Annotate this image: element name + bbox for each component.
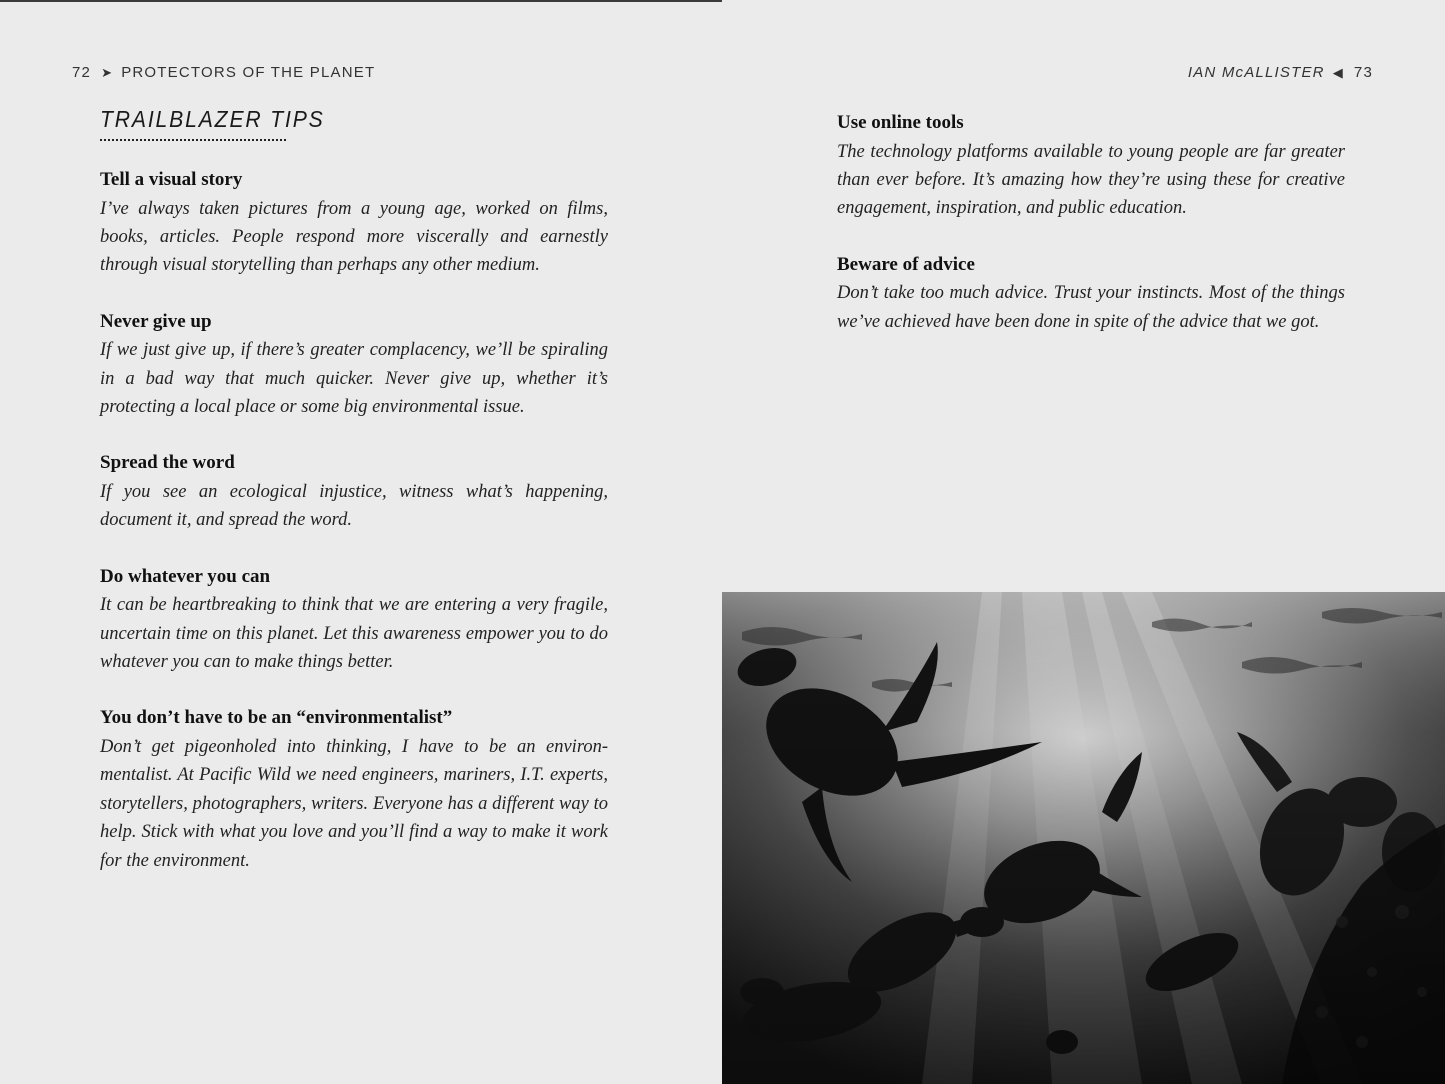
tip-heading: You don’t have to be an “environmentalist” <box>100 707 453 729</box>
left-page-number: 72 <box>72 64 92 81</box>
tip-visual-story <box>100 166 608 280</box>
tip-beware-of-advice <box>837 251 1345 336</box>
dotted-underline <box>100 139 286 141</box>
section-title: TRAILBLAZER TIPS <box>100 106 325 132</box>
tip-never-give-up <box>100 308 608 422</box>
tip-environmentalist <box>100 704 608 875</box>
tip-body: The technology platforms available to young people are far greater than ever before. It’s amazing how they’re using these for creative engagement, inspiration, and public education. <box>837 141 1345 219</box>
right-page <box>722 0 1445 1084</box>
tip-body: If we just give up, if there’s greater complacency, we’ll be spiraling in a bad way that much quicker. Never give up, whether it’s protecting a local place or some big environmental issue. <box>100 340 608 418</box>
tip-body: Don’t get pigeonholed into thinking, I have to be an environ-mentalist. At Pacific Wild we need engineers, mariners, I.T. experts, storytellers, photographers, writers. Everyone has a different way to help. Stick with what you love and you’ll find a way to make it work for the environment. <box>100 736 608 871</box>
tip-online-tools <box>837 109 1345 223</box>
right-running-head <box>1188 64 1373 81</box>
left-page <box>0 0 722 1084</box>
tip-body: Don’t take too much advice. Trust your instincts. Most of the things we’ve achieved have been done in spite of the advice that we got. <box>837 283 1345 332</box>
sea-lions-photo <box>722 592 1445 1084</box>
tip-body: If you see an ecological injustice, witness what’s happening, document it, and spread the word. <box>100 481 608 531</box>
sea-lions-illustration <box>722 592 1445 1084</box>
tip-body: I’ve always taken pictures from a young age, worked on films, books, articles. People respond more viscerally and earnestly through visual storytelling than perhaps any other medium. <box>100 198 608 276</box>
tip-heading: Use online tools <box>837 112 964 133</box>
tip-heading: Beware of advice <box>837 253 975 275</box>
tip-heading: Never give up <box>100 310 212 332</box>
tip-heading: Do whatever you can <box>100 565 271 587</box>
left-arrow-icon: ◀ <box>1332 65 1344 80</box>
right-arrow-icon: ➤ <box>101 65 114 80</box>
left-tips-column <box>100 166 608 903</box>
tip-do-whatever-you-can <box>100 563 608 677</box>
tip-spread-the-word <box>100 449 608 534</box>
left-running-head <box>72 64 375 81</box>
tip-body: It can be heartbreaking to think that we are entering a very fragile, uncertain time on this planet. Let this awareness empower you to do whatever you can to make things better. <box>100 595 608 673</box>
right-page-number: 73 <box>1353 64 1373 81</box>
tip-heading: Tell a visual story <box>100 169 243 190</box>
right-tips-column <box>837 109 1345 364</box>
book-title: PROTECTORS OF THE PLANET <box>121 64 376 81</box>
tip-heading: Spread the word <box>100 452 235 474</box>
author-name: IAN McALLISTER <box>1187 64 1325 81</box>
